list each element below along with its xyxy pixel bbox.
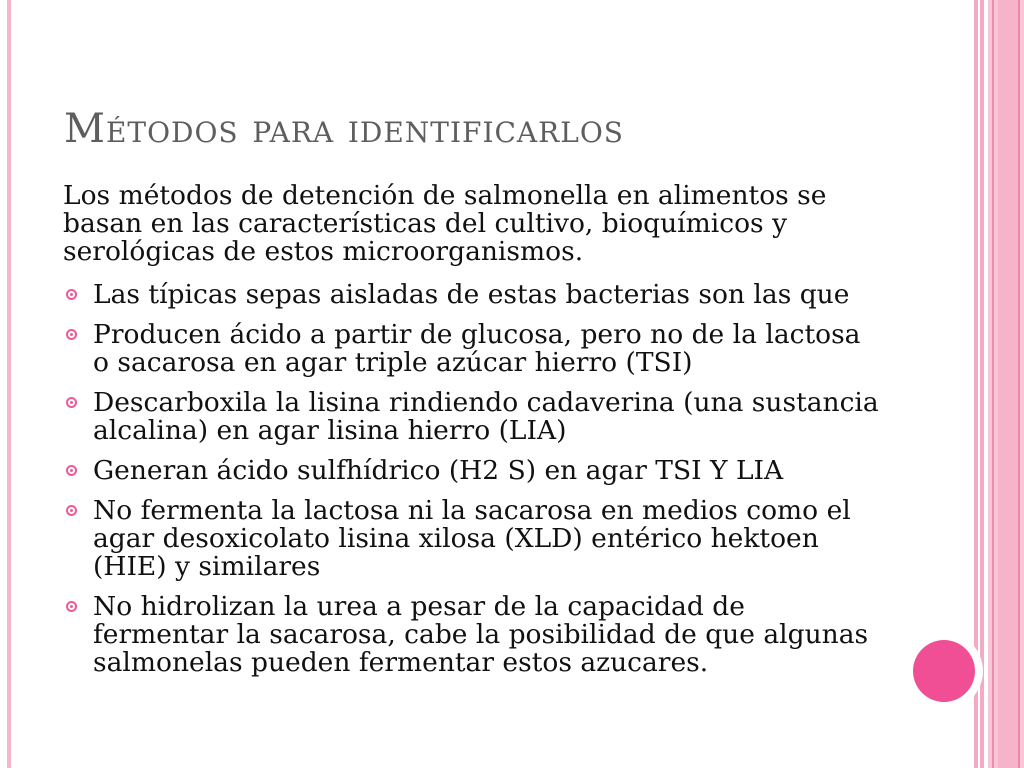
circle-bullet-icon — [66, 397, 77, 408]
circle-bullet-icon — [66, 601, 77, 612]
bullet-list — [63, 281, 883, 677]
bullet-text: Las típicas sepas aisladas de estas bacterias son las que — [93, 279, 850, 310]
circle-bullet-icon — [66, 329, 77, 340]
stripe — [1018, 0, 1020, 768]
list-item — [63, 457, 883, 485]
bullet-text: No hidrolizan la urea a pesar de la capacidad de fermentar la sacarosa, cabe la posibilidad de que algunas salmonelas pueden fermentar estos azucares. — [93, 591, 869, 678]
circle-bullet-icon — [66, 505, 77, 516]
decorative-circle — [913, 640, 975, 702]
slide-body — [63, 182, 883, 689]
left-border-line — [7, 0, 11, 768]
right-decorative-stripes — [974, 0, 1024, 768]
stripe — [992, 0, 994, 768]
intro-paragraph: Los métodos de detención de salmonella en alimentos se basan en las características del cultivo, bioquímicos y serológicas de estos microorganismos. — [63, 180, 827, 267]
bullet-text: No fermenta la lactosa ni la sacarosa en medios como el agar desoxicolato lisina xilosa (XLD) entérico hektoen (HIE) y similares — [93, 495, 851, 582]
list-item — [63, 281, 883, 309]
circle-bullet-icon — [66, 465, 77, 476]
slide-title: Métodos para identificarlos — [64, 106, 624, 152]
list-item — [63, 389, 883, 445]
stripe — [980, 0, 984, 768]
list-item — [63, 321, 883, 377]
stripe — [998, 0, 1018, 768]
list-item — [63, 593, 883, 677]
bullet-text: Descarboxila la lisina rindiendo cadaverina (una sustancia alcalina) en agar lisina hierro (LIA) — [93, 387, 879, 446]
bullet-text: Producen ácido a partir de glucosa, pero no de la lactosa o sacarosa en agar triple azúcar hierro (TSI) — [93, 319, 861, 378]
list-item — [63, 497, 883, 581]
circle-bullet-icon — [66, 289, 77, 300]
bullet-text: Generan ácido sulfhídrico (H2 S) en agar TSI Y LIA — [93, 455, 784, 486]
